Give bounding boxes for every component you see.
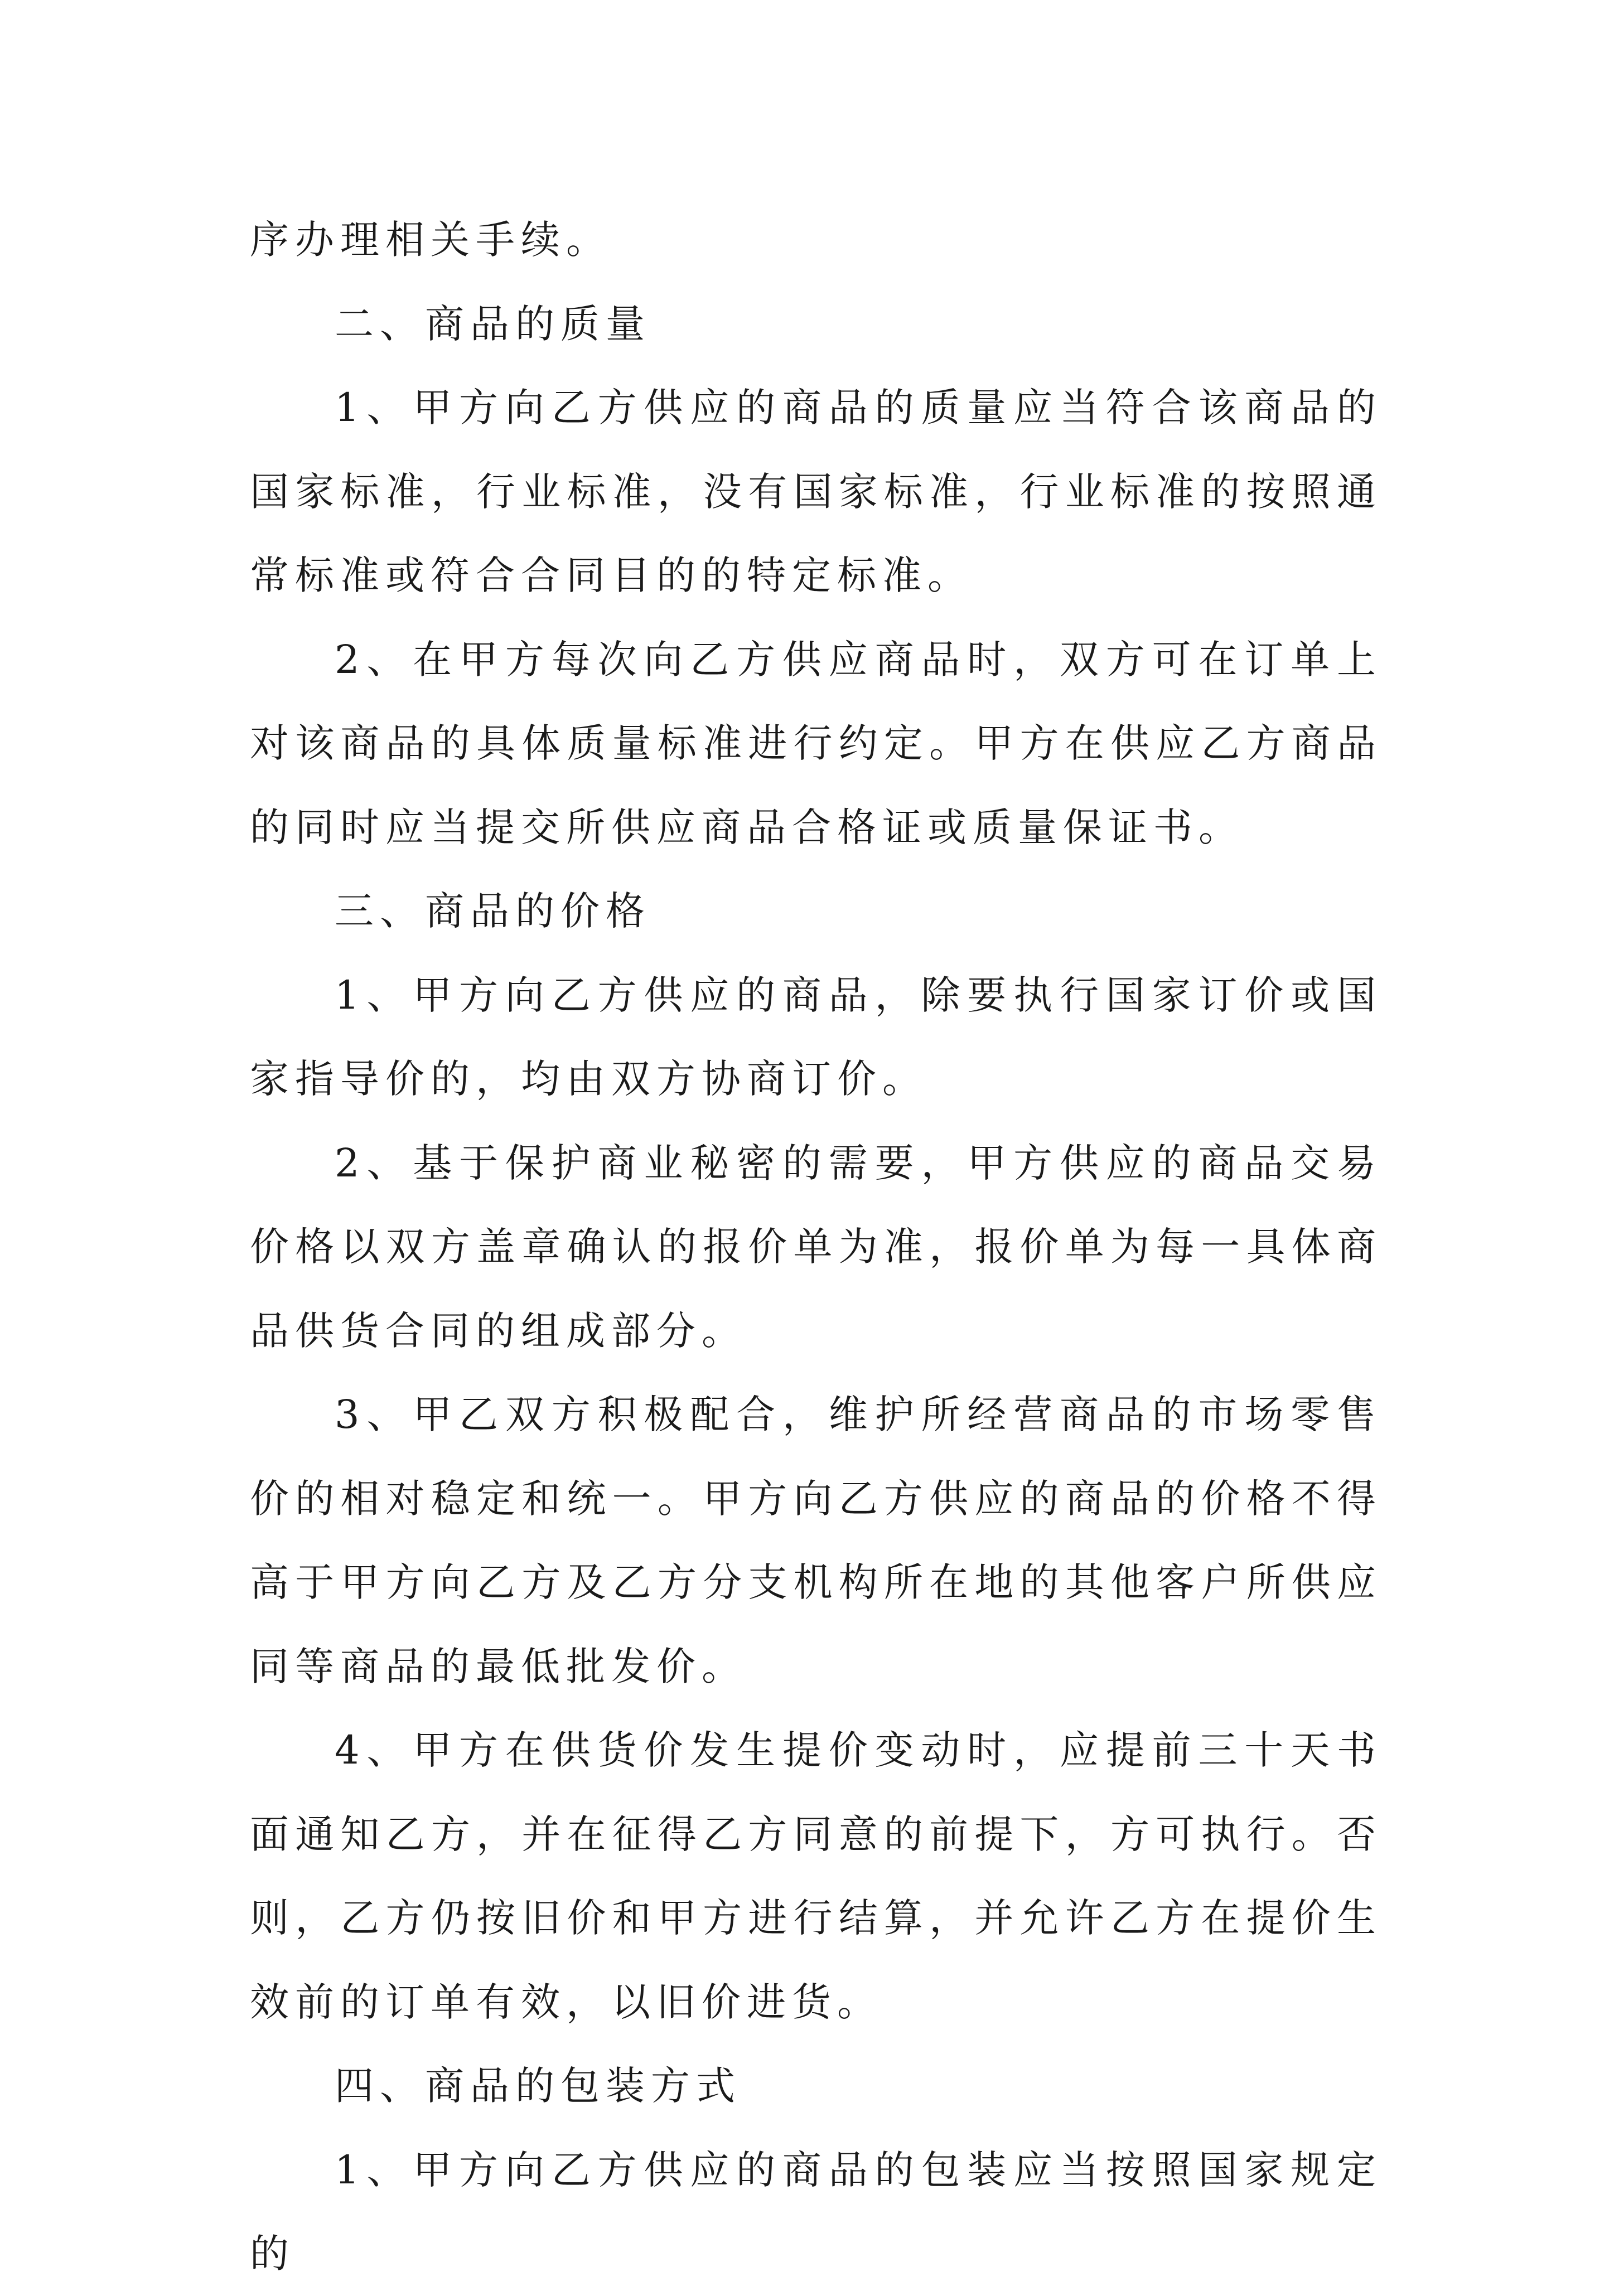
clause-quality-2: 2、在甲方每次向乙方供应商品时，双方可在订单上对该商品的具体质量标准进行约定。甲方在供应乙方商品的同时应当提交所供应商品合格证或质量保证书。 <box>250 636 1382 850</box>
paragraph-continuation: 序办理相关手续。 <box>250 217 611 263</box>
clause-price-1: 1、甲方向乙方供应的商品，除要执行国家订价或国家指导价的，均由双方协商订价。 <box>250 972 1382 1102</box>
section-heading-packaging: 四、商品的包装方式 <box>335 2063 741 2109</box>
section-heading-price: 三、商品的价格 <box>335 888 651 934</box>
document-body <box>250 198 1382 2296</box>
clause-quality-1: 1、甲方向乙方供应的商品的质量应当符合该商品的国家标准，行业标准，没有国家标准，行业标准的按照通常标准或符合合同目的的特定标准。 <box>250 385 1382 598</box>
clause-price-4: 4、甲方在供货价发生提价变动时，应提前三十天书面通知乙方，并在征得乙方同意的前提下，方可执行。否则，乙方仍按旧价和甲方进行结算，并允许乙方在提价生效前的订单有效，以旧价进货。 <box>250 1727 1382 2025</box>
section-heading-quality: 二、商品的质量 <box>335 301 651 347</box>
clause-packaging-1: 1、甲方向乙方供应的商品的包装应当按照国家规定的 <box>250 2147 1382 2276</box>
clause-price-3: 3、甲乙双方积极配合，维护所经营商品的市场零售价的相对稳定和统一。甲方向乙方供应的商品的价格不得高于甲方向乙方及乙方分支机构所在地的其他客户所供应同等商品的最低批发价。 <box>250 1392 1382 1689</box>
clause-price-2: 2、基于保护商业秘密的需要，甲方供应的商品交易价格以双方盖章确认的报价单为准，报价单为每一具体商品供货合同的组成部分。 <box>250 1140 1382 1354</box>
